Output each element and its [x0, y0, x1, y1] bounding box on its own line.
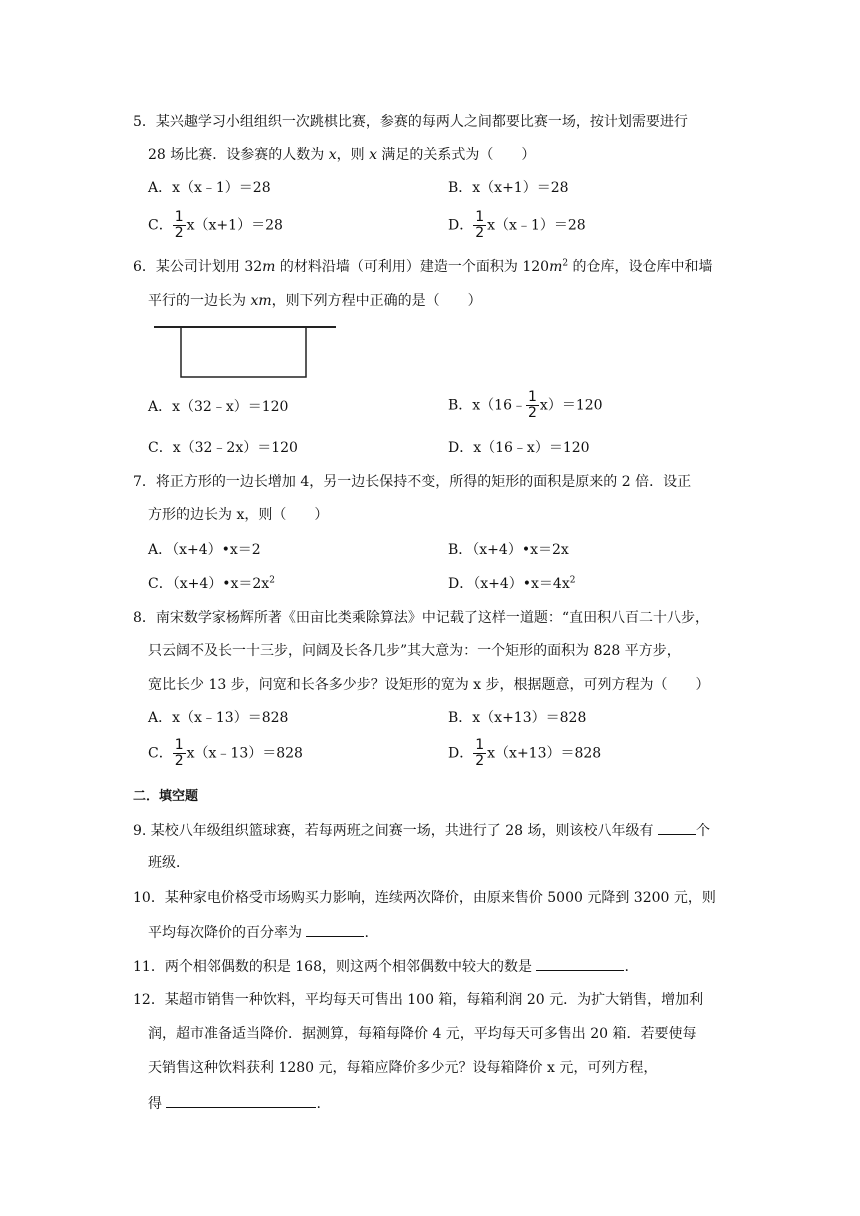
q7-option-c-sup: 2 [269, 575, 275, 586]
q6-unit-m: m [262, 259, 276, 275]
fraction-one-half: $\frac{1}{2}$ [174, 209, 184, 241]
q7-option-d-text: D．（x+4）•x＝4x [448, 576, 570, 592]
q8-stem-line1: 8．南宋数学家杨辉所著《田亩比类乘除算法》中记载了这样一道题：“直田积八百二十八步， [133, 610, 710, 626]
q11-line1-text: 11．两个相邻偶数的积是 168，则这两个相邻偶数中较大的数是 [133, 959, 537, 975]
q11-line1-end: . [624, 959, 629, 975]
q10-answer-blank[interactable] [306, 922, 364, 937]
q12-line4-end: . [316, 1096, 321, 1112]
q5-option-a[interactable]: A．x（x﹣1）＝28 [148, 180, 271, 196]
q6-option-b-b: x）＝120 [539, 397, 603, 414]
q6-stem-line2-b: ，则下列方程中正确的是（ ） [271, 293, 482, 309]
q6-var-xm: xm [250, 293, 272, 309]
q6-option-a[interactable]: A．x（32﹣x）＝120 [148, 399, 289, 415]
q9-line2: 班级． [148, 855, 190, 871]
q12-answer-blank[interactable] [166, 1093, 316, 1108]
fraction-one-half: $\frac{1}{2}$ [174, 737, 184, 769]
q10-line2-text: 平均每次降价的百分率为 [148, 925, 307, 941]
q6-stem-line2-a: 平行的一边长为 [148, 293, 251, 309]
q12-line3: 天销售这种饮料获利 1280 元，每箱应降价多少元？设每箱降价 x 元，可列方程， [148, 1060, 658, 1076]
q8-option-d[interactable] [448, 738, 601, 769]
q6-stem-line1 [133, 257, 713, 277]
q7-stem-line1: 7．将正方形的一边长增加 4，另一边长保持不变，所得的矩形的面积是原来的 2 倍．设正 [133, 474, 692, 490]
q6-sup2: 2 [562, 258, 569, 269]
q7-stem-line2: 方形的边长为 x，则（ ） [148, 507, 329, 523]
q9-line1-end: 个 [695, 823, 710, 839]
q7-option-d-sup: 2 [569, 575, 576, 586]
q6-option-b[interactable] [448, 390, 603, 421]
q8-option-c-expr: x（x﹣13）＝828 [186, 745, 303, 762]
q5-option-d[interactable] [448, 210, 586, 241]
q7-option-b[interactable]: B．（x+4）•x＝2x [448, 542, 569, 558]
warehouse-outline [181, 327, 306, 377]
q7-option-a[interactable]: A．（x+4）•x＝2 [148, 542, 261, 558]
q8-stem-line2: 只云阔不及长一十三步，问阔及长各几步”其大意为：一个矩形的面积为 828 平方步， [148, 643, 681, 659]
q5-option-d-label: D． [448, 217, 474, 234]
q5-option-c-label: C． [148, 217, 173, 234]
q5-var-x-2: x [369, 147, 377, 163]
q10-line2-end: . [364, 925, 369, 941]
q8-option-b[interactable]: B．x（x+13）＝828 [448, 710, 587, 726]
q6-stem-line2 [148, 291, 482, 311]
q8-option-d-expr: x（x+13）＝828 [487, 745, 602, 762]
warehouse-wall-diagram [150, 322, 340, 382]
q8-option-a[interactable]: A．x（x﹣13）＝828 [148, 710, 289, 726]
q6-option-d[interactable]: D．x（16﹣x）＝120 [448, 440, 590, 456]
q7-option-c[interactable] [148, 574, 275, 594]
q6-stem-line1-a: 6．某公司计划用 32 [133, 259, 263, 275]
q8-option-c[interactable] [148, 738, 303, 769]
q5-option-c-expr: x（x+1）＝28 [186, 217, 283, 234]
q5-stem-line2-b: ，则 [336, 147, 370, 163]
q5-stem-line1: 5．某兴趣学习小组组织一次跳棋比赛，参赛的每两人之间都要比赛一场，按计划需要进行 [133, 114, 688, 130]
q10-line2 [148, 922, 369, 943]
q6-option-b-a: B．x（16﹣ [448, 397, 526, 414]
q12-line4-text: 得 [148, 1096, 167, 1112]
q6-option-c[interactable]: C．x（32﹣2x）＝120 [148, 440, 298, 456]
q5-option-b[interactable]: B．x（x+1）＝28 [448, 180, 569, 196]
q5-option-d-expr: x（x﹣1）＝28 [487, 217, 586, 234]
q5-stem-line2-a: 28 场比赛．设参赛的人数为 [148, 147, 329, 163]
q11-answer-blank[interactable] [536, 956, 624, 971]
q5-option-c[interactable] [148, 210, 283, 241]
q8-option-d-label: D． [448, 745, 474, 762]
q10-line1: 10．某种家电价格受市场购买力影响，连续两次降价，由原来售价 5000 元降到 3200 元，则 [133, 890, 716, 906]
q9-line1-text: 9. 某校八年级组织篮球赛，若每两班之间赛一场，共进行了 28 场，则该校八年级有 [133, 823, 658, 839]
q12-line4 [148, 1093, 321, 1114]
q9-line1 [133, 820, 710, 841]
q8-option-c-label: C． [148, 745, 173, 762]
q11-line1 [133, 956, 629, 977]
q6-stem-line1-c: 的仓库，设仓库中和墙 [568, 259, 713, 275]
q5-stem-line2-c: 满足的关系式为（ ） [376, 147, 536, 163]
q12-line2: 润，超市准备适当降价．据测算，每箱每降价 4 元，平均每天可多售出 20 箱．若要使每 [148, 1026, 697, 1042]
q5-var-x: x [328, 147, 337, 163]
fraction-one-half: $\frac{1}{2}$ [475, 737, 485, 769]
fraction-one-half: $\frac{1}{2}$ [475, 209, 485, 241]
q7-option-c-text: C．（x+4）•x＝2x [148, 576, 270, 592]
q6-stem-line1-b: 的材料沿墙（可利用）建造一个面积为 120 [275, 259, 550, 275]
fraction-one-half: $\frac{1}{2}$ [528, 389, 537, 421]
q5-stem-line2 [148, 145, 535, 165]
q7-option-d[interactable] [448, 574, 575, 594]
q9-answer-blank[interactable] [658, 820, 696, 835]
q8-stem-line3: 宽比长少 13 步，问宽和长各多少步？设矩形的宽为 x 步，根据题意，可列方程为（ ） [148, 677, 710, 693]
q6-unit-m2: m [549, 259, 563, 275]
section-heading-fill-blank: 二．填空题 [133, 789, 199, 804]
q12-line1: 12．某超市销售一种饮料，平均每天可售出 100 箱，每箱利润 20 元．为扩大销售，增加利 [133, 992, 704, 1008]
